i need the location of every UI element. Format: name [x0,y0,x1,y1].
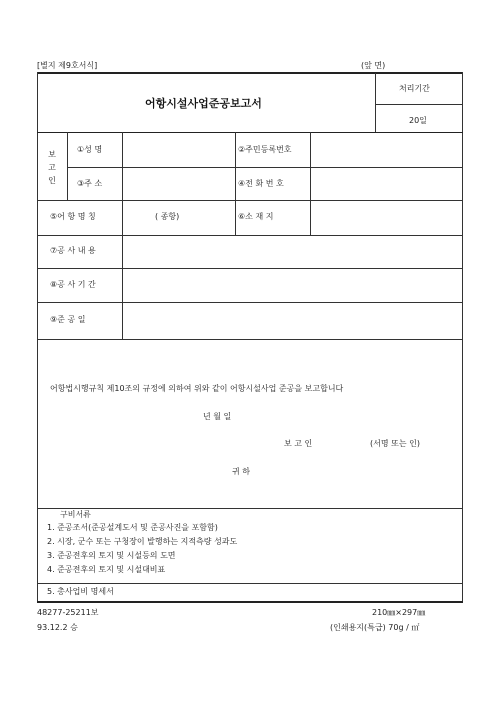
address-field[interactable] [123,168,234,200]
form-code: 48277-25211보 [37,608,99,617]
document-item: 4. 준공전후의 토지 및 시설대비표 [47,565,166,574]
phone-field[interactable] [311,168,462,200]
reporter-label: 보 고 인 [48,150,56,185]
work-content-label: ⑦공 사 내 용 [50,246,96,255]
completion-date-field[interactable] [123,303,462,339]
work-period-field[interactable] [123,269,462,302]
work-period-label: ⑧공 사 기 간 [50,280,96,289]
location-label: ⑥소 재 지 [238,212,274,221]
documents-heading: 구비서류 [60,510,91,519]
declaration-statement: 어항법시행규칙 제10조의 규정에 의하여 위와 같이 어항시설사업 준공을 보고합니다 [50,384,344,393]
signature-hint: (서명 또는 인) [370,439,420,448]
port-grade-field[interactable]: ( 종항) [155,212,180,221]
document-item: 1. 준공조서(준공설계도서 및 준공사진을 포함함) [47,523,218,532]
page-side-label: (앞 면) [361,61,386,70]
phone-label: ④전 화 번 호 [238,179,284,188]
reporter-sign-label: 보 고 인 [284,439,313,448]
paper-spec: (인쇄용지(특급) 70g / ㎡ [330,623,420,632]
document-item: 3. 준공전후의 토지 및 시설등의 도면 [47,551,176,560]
document-item: 5. 총사업비 명세서 [47,587,114,596]
location-field[interactable] [311,201,462,235]
work-content-field[interactable] [123,236,462,268]
processing-days: 20일 [409,116,427,125]
address-label: ③주 소 [77,179,103,188]
completion-date-label: ⑨준 공 일 [50,315,86,324]
processing-period-label: 처리기간 [399,84,430,93]
document-title: 어항시설사업준공보고서 [145,97,262,110]
paper-size: 210㎜×297㎜ [372,608,426,617]
resident-number-label: ②주민등록번호 [238,145,292,154]
recipient-label: 귀 하 [232,467,250,476]
form-number: [별지 제9호서식] [37,61,98,70]
document-item: 2. 시장, 군수 또는 구청장이 발행하는 지적측량 성과도 [47,537,238,546]
name-field[interactable] [123,133,234,167]
name-label: ①성 명 [77,145,103,154]
declaration-date: 년 월 일 [203,412,232,421]
port-name-label: ⑤어 항 명 칭 [50,212,96,221]
approval-date: 93.12.2 승 [37,623,78,632]
resident-number-field[interactable] [311,133,462,167]
